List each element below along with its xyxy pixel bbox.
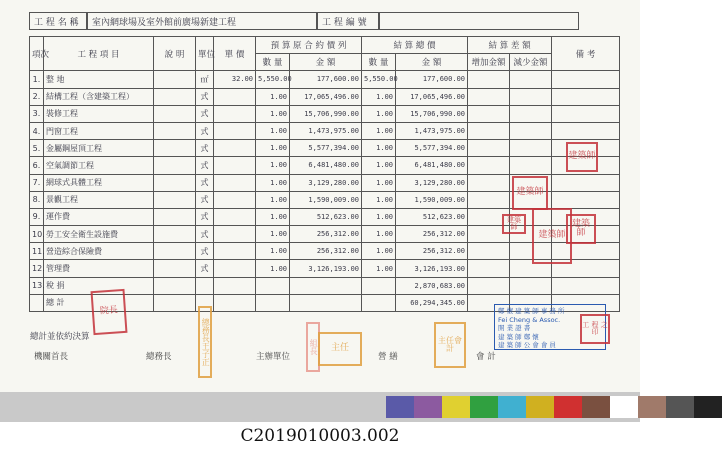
cell-qty	[256, 294, 290, 311]
stamp-director: 主任	[318, 332, 362, 366]
cell-empty	[154, 157, 196, 174]
cell-qty2: 1.00	[362, 191, 396, 208]
col-amount2: 金 額	[396, 54, 468, 71]
color-swatch	[442, 396, 470, 418]
cell-price	[214, 105, 256, 122]
stamp-firm-seal: 工 程 之 印	[580, 314, 610, 344]
col-desc: 說 明	[154, 37, 196, 71]
color-swatch	[582, 396, 610, 418]
cell-name: 結構工程（含建築工程）	[44, 88, 154, 105]
cell-unit: 式	[196, 140, 214, 157]
cell-empty	[154, 294, 196, 311]
cell-qty2	[362, 277, 396, 294]
table-row	[30, 122, 620, 139]
cell-unit: 式	[196, 243, 214, 260]
cell-qty2: 1.00	[362, 208, 396, 225]
cell-amount	[290, 294, 362, 311]
cell-price	[214, 88, 256, 105]
cell-amount2: 5,577,394.00	[396, 140, 468, 157]
stamp-general-affairs: 總務長王子正	[198, 306, 212, 378]
footnote: 總計並依約決算	[30, 332, 90, 342]
cell-amount: 1,590,009.00	[290, 191, 362, 208]
cell-amount2: 3,126,193.00	[396, 260, 468, 277]
cell-name: 景觀工程	[44, 191, 154, 208]
cell-qty: 1.00	[256, 88, 290, 105]
color-swatch	[414, 396, 442, 418]
cell-amount2: 1,590,009.00	[396, 191, 468, 208]
cell-empty	[552, 277, 620, 294]
cell-qty2: 1.00	[362, 243, 396, 260]
stamp-architect-1: 建築師	[566, 142, 598, 172]
cell-price	[214, 226, 256, 243]
cell-qty2: 1.00	[362, 105, 396, 122]
cell-qty: 1.00	[256, 243, 290, 260]
cell-empty	[154, 226, 196, 243]
col-qty: 數 量	[256, 54, 290, 71]
cell-name: 網球式具體工程	[44, 174, 154, 191]
cell-price	[214, 243, 256, 260]
cell-unit: 式	[196, 122, 214, 139]
cell-amount: 512,623.00	[290, 208, 362, 225]
cell-empty	[468, 122, 510, 139]
cell-qty: 1.00	[256, 226, 290, 243]
cell-amount: 1,473,975.00	[290, 122, 362, 139]
cell-amount2: 2,870,683.00	[396, 277, 468, 294]
cell-qty: 1.00	[256, 122, 290, 139]
cell-empty	[154, 174, 196, 191]
col-item: 項次	[30, 37, 44, 71]
cell-amount2: 17,065,496.00	[396, 88, 468, 105]
cell-empty	[510, 277, 552, 294]
cell-unit	[196, 277, 214, 294]
cell-empty	[510, 140, 552, 157]
cell-price	[214, 294, 256, 311]
cell-amount2: 6,481,480.00	[396, 157, 468, 174]
cell-empty	[552, 191, 620, 208]
sig-head: 機關首長	[34, 352, 69, 362]
stamp-architect-3: 建築師	[532, 208, 572, 264]
cell-unit: 式	[196, 157, 214, 174]
col-decrease: 減少金額	[510, 54, 552, 71]
col-unit: 單位	[196, 37, 214, 71]
cell-empty	[154, 260, 196, 277]
stamp-section-chief: 組長	[306, 322, 320, 372]
cell-qty: 1.00	[256, 140, 290, 157]
cell-name: 管理費	[44, 260, 154, 277]
cell-qty2: 5,550.00	[362, 71, 396, 88]
cell-name: 裝修工程	[44, 105, 154, 122]
cell-amount2: 1,473,975.00	[396, 122, 468, 139]
cell-empty	[154, 71, 196, 88]
cell-amount: 3,126,193.00	[290, 260, 362, 277]
cell-empty	[154, 208, 196, 225]
cell-empty	[154, 243, 196, 260]
cell-empty	[468, 88, 510, 105]
cell-no: 4.	[30, 122, 44, 139]
cell-amount: 177,600.00	[290, 71, 362, 88]
cell-no: 13.	[30, 277, 44, 294]
cell-unit: 式	[196, 226, 214, 243]
cell-empty	[468, 105, 510, 122]
cell-empty	[552, 105, 620, 122]
project-name: 室內網球場及室外館前廣場新建工程	[87, 12, 317, 30]
cell-name: 空氣調節工程	[44, 157, 154, 174]
table-row	[30, 157, 620, 174]
table-row	[30, 71, 620, 88]
cell-unit: 式	[196, 208, 214, 225]
cell-amount: 3,129,280.00	[290, 174, 362, 191]
cell-name: 總 計	[44, 294, 154, 311]
cell-price	[214, 174, 256, 191]
cell-empty	[510, 157, 552, 174]
cell-empty	[552, 122, 620, 139]
cell-amount: 256,312.00	[290, 226, 362, 243]
col-contract-group: 預 算 原 合 約 價 列	[256, 37, 362, 54]
cell-empty	[468, 71, 510, 88]
color-swatch	[470, 396, 498, 418]
cell-empty	[468, 191, 510, 208]
cell-no: 12.	[30, 260, 44, 277]
cell-empty	[468, 243, 510, 260]
cell-qty: 1.00	[256, 191, 290, 208]
col-qty2: 數 量	[362, 54, 396, 71]
cell-empty	[510, 105, 552, 122]
cell-no: 1.	[30, 71, 44, 88]
cell-name: 稅 捐	[44, 277, 154, 294]
table-row	[30, 105, 620, 122]
cell-no	[30, 294, 44, 311]
color-swatch	[638, 396, 666, 418]
stamp-accountant: 主任會計	[434, 322, 466, 368]
cell-amount2: 3,129,280.00	[396, 174, 468, 191]
color-swatch	[498, 396, 526, 418]
cell-qty2: 1.00	[362, 140, 396, 157]
cell-empty	[154, 140, 196, 157]
cell-price	[214, 260, 256, 277]
cell-empty	[154, 105, 196, 122]
cost-table	[29, 36, 620, 312]
cell-empty	[552, 88, 620, 105]
cell-price	[214, 277, 256, 294]
cell-qty: 1.00	[256, 208, 290, 225]
cell-no: 6.	[30, 157, 44, 174]
cell-amount2: 512,623.00	[396, 208, 468, 225]
cell-unit: 式	[196, 88, 214, 105]
cell-qty2: 1.00	[362, 157, 396, 174]
firm-line-4: 建 築 師 鄭 懷	[498, 332, 539, 341]
cell-qty2: 1.00	[362, 88, 396, 105]
cell-empty	[468, 277, 510, 294]
col-remark: 備 考	[552, 37, 620, 71]
cell-amount2: 256,312.00	[396, 243, 468, 260]
cell-empty	[510, 88, 552, 105]
sig-unit: 主辦單位	[256, 352, 291, 362]
table-row	[30, 140, 620, 157]
cell-amount	[290, 277, 362, 294]
cell-empty	[510, 71, 552, 88]
firm-line-3: 開 業 證 書	[498, 324, 531, 332]
cell-name: 門窗工程	[44, 122, 154, 139]
cell-qty: 5,550.00	[256, 71, 290, 88]
project-name-label: 工 程 名 稱	[29, 12, 87, 30]
cell-empty	[552, 71, 620, 88]
cell-amount: 15,706,990.00	[290, 105, 362, 122]
cell-price	[214, 140, 256, 157]
color-swatch	[386, 396, 414, 418]
color-swatch	[526, 396, 554, 418]
cell-no: 8.	[30, 191, 44, 208]
sig-general: 總務長	[146, 352, 172, 362]
cell-unit: 式	[196, 260, 214, 277]
archive-id-caption: C2019010003.002	[240, 426, 400, 446]
cell-price	[214, 122, 256, 139]
color-swatch	[554, 396, 582, 418]
cell-amount: 5,577,394.00	[290, 140, 362, 157]
cell-qty2	[362, 294, 396, 311]
cell-no: 3.	[30, 105, 44, 122]
cell-qty	[256, 277, 290, 294]
cell-no: 2.	[30, 88, 44, 105]
col-actual-group: 結 算 總 價	[362, 37, 468, 54]
cell-amount2: 256,312.00	[396, 226, 468, 243]
cell-name: 營造綜合保險費	[44, 243, 154, 260]
cell-empty	[154, 122, 196, 139]
stamp-architect-2: 建築師	[512, 176, 548, 210]
cell-unit: ㎡	[196, 71, 214, 88]
cell-empty	[468, 140, 510, 157]
cell-empty	[468, 157, 510, 174]
cell-qty2: 1.00	[362, 260, 396, 277]
cell-empty	[510, 122, 552, 139]
cell-unit: 式	[196, 191, 214, 208]
cell-price: 32.00	[214, 71, 256, 88]
col-name: 工 程 項 目	[44, 37, 154, 71]
cell-unit: 式	[196, 174, 214, 191]
sig-accounting: 會 計	[476, 352, 496, 362]
cell-empty	[154, 88, 196, 105]
stamp-architect-4: 建築師	[566, 214, 596, 244]
cell-qty2: 1.00	[362, 174, 396, 191]
cell-qty: 1.00	[256, 174, 290, 191]
cell-qty2: 1.00	[362, 226, 396, 243]
project-no-label: 工 程 編 號	[317, 12, 379, 30]
color-swatch	[666, 396, 694, 418]
cell-name: 金屬鋼屋頂工程	[44, 140, 154, 157]
cell-name: 勞工安全衛生設施費	[44, 226, 154, 243]
cell-price	[214, 157, 256, 174]
cell-empty	[468, 174, 510, 191]
cell-no: 7.	[30, 174, 44, 191]
color-swatch	[694, 396, 722, 418]
color-swatch	[610, 396, 638, 418]
firm-line-1: 鄭 懷 建 築 師 事 務 所	[498, 307, 565, 315]
cell-amount: 17,065,496.00	[290, 88, 362, 105]
col-diff-group: 結 算 差 額	[468, 37, 552, 54]
cell-price	[214, 191, 256, 208]
cell-name: 運作費	[44, 208, 154, 225]
cell-qty: 1.00	[256, 260, 290, 277]
cell-price	[214, 208, 256, 225]
firm-line-5: 建 築 師 公 會 會 員	[498, 341, 556, 349]
cell-empty	[468, 260, 510, 277]
cell-no: 5.	[30, 140, 44, 157]
cell-empty	[154, 191, 196, 208]
cell-qty2: 1.00	[362, 122, 396, 139]
cell-amount: 6,481,480.00	[290, 157, 362, 174]
header-row	[29, 12, 579, 30]
sig-repair: 營 繕	[378, 352, 398, 362]
cell-no: 11.	[30, 243, 44, 260]
cell-no: 9.	[30, 208, 44, 225]
cell-amount2: 60,294,345.00	[396, 294, 468, 311]
cell-empty	[552, 174, 620, 191]
cell-no: 10.	[30, 226, 44, 243]
cell-name: 整 地	[44, 71, 154, 88]
stamp-president: 院長	[91, 289, 128, 335]
col-price: 單 價	[214, 37, 256, 71]
cell-unit: 式	[196, 105, 214, 122]
cell-empty	[154, 277, 196, 294]
cell-amount2: 177,600.00	[396, 71, 468, 88]
cell-qty: 1.00	[256, 105, 290, 122]
project-no	[379, 12, 579, 30]
cell-amount2: 15,706,990.00	[396, 105, 468, 122]
cell-amount: 256,312.00	[290, 243, 362, 260]
cell-qty: 1.00	[256, 157, 290, 174]
col-amount: 金 額	[290, 54, 362, 71]
col-increase: 增加金額	[468, 54, 510, 71]
firm-line-2: Fei Cheng & Assoc.	[498, 315, 561, 324]
table-row	[30, 88, 620, 105]
stamp-architect-5: 建築師	[502, 214, 526, 234]
